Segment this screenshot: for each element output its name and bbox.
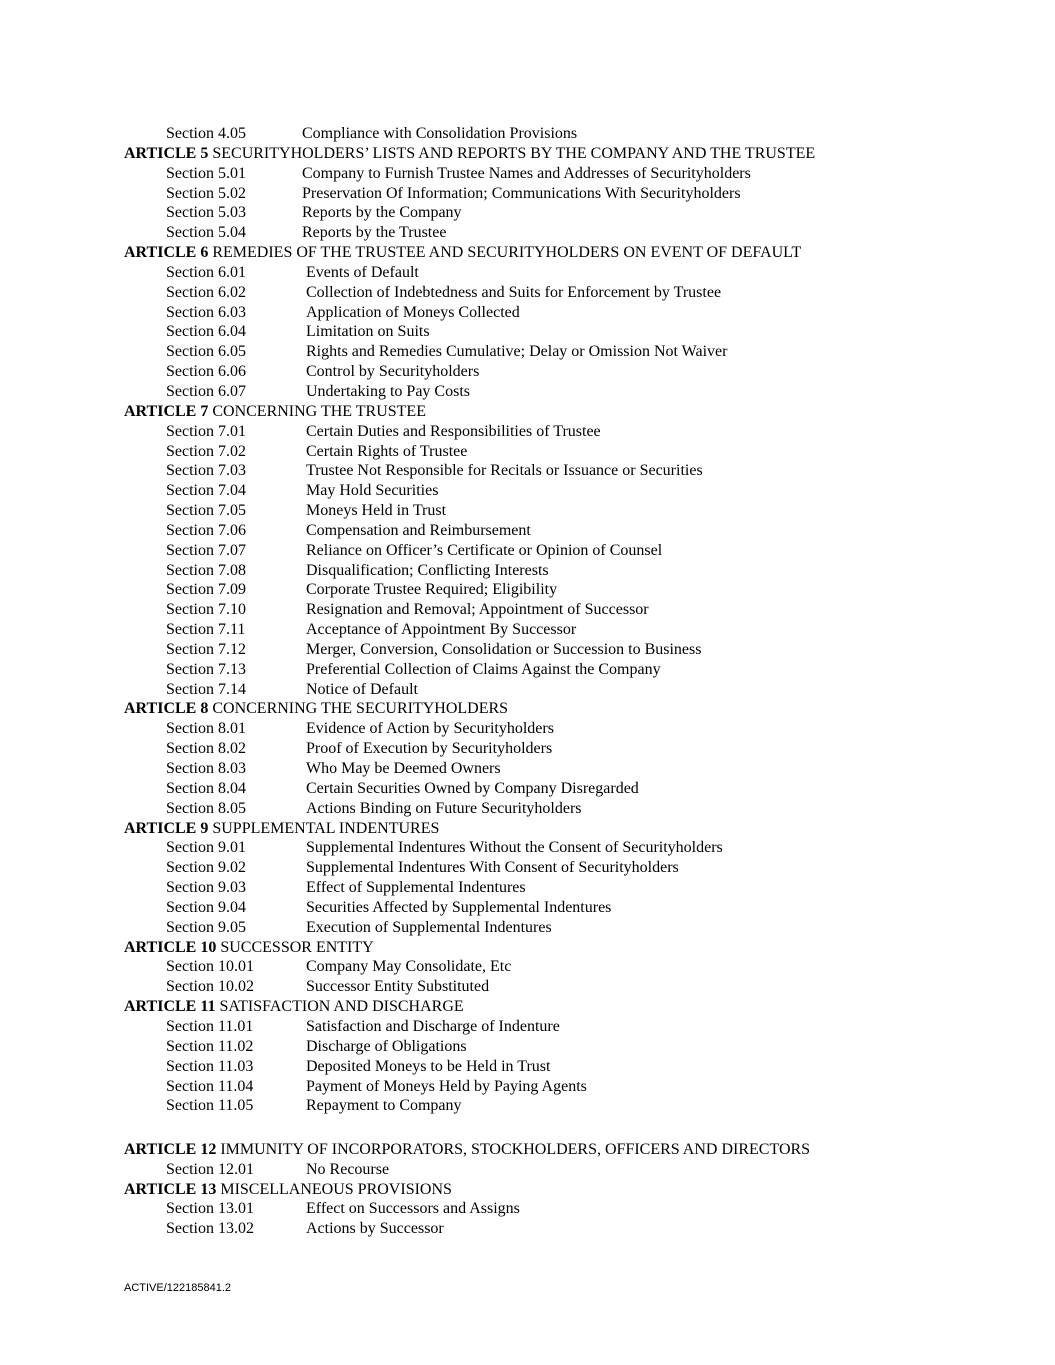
toc-section-entry <box>124 1160 924 1180</box>
section-number: Section 8.04 <box>166 779 246 797</box>
section-title: Actions Binding on Future Securityholders <box>306 799 582 817</box>
section-number: Section 8.03 <box>166 760 246 777</box>
toc-section-entry <box>124 124 924 144</box>
toc-section-entry <box>124 1199 924 1219</box>
toc-section-entry <box>124 600 924 620</box>
section-number: Section 11.04 <box>166 1077 254 1095</box>
toc-section-entry <box>124 164 924 184</box>
section-title: Payment of Moneys Held by Paying Agents <box>306 1077 587 1095</box>
section-title: May Hold Securities <box>306 482 439 500</box>
toc-section-entry <box>124 501 924 521</box>
section-title: Control by Securityholders <box>306 363 480 381</box>
section-title: Rights and Remedies Cumulative; Delay or Omission Not Waiver <box>306 343 728 361</box>
toc-section-entry <box>124 303 924 323</box>
section-title: Notice of Default <box>306 680 418 698</box>
section-title: Company May Consolidate, Etc <box>306 958 512 976</box>
article-label: ARTICLE 10 <box>124 938 217 956</box>
toc-article-heading <box>124 243 924 263</box>
section-title: Preferential Collection of Claims Against the Company <box>306 660 661 678</box>
section-number: Section 7.08 <box>166 561 246 579</box>
toc-section-entry <box>124 858 924 878</box>
section-number: Section 5.02 <box>166 184 246 202</box>
section-number: Section 7.07 <box>166 541 246 559</box>
toc-section-entry <box>124 422 924 442</box>
section-number: Section 11.03 <box>166 1057 254 1075</box>
section-title: Who May be Deemed Owners <box>306 760 501 777</box>
section-number: Section 6.03 <box>166 303 246 321</box>
section-title: Actions by Successor <box>306 1220 444 1238</box>
section-number: Section 11.01 <box>166 1017 254 1035</box>
toc-article-heading <box>124 144 924 164</box>
section-number: Section 9.05 <box>166 918 246 936</box>
document-id-footer: ACTIVE/122185841.2 <box>124 1282 232 1294</box>
toc-section-entry <box>124 322 924 342</box>
section-title: Compensation and Reimbursement <box>306 521 531 539</box>
article-title: IMMUNITY OF INCORPORATORS, STOCKHOLDERS, OFFICERS AND DIRECTORS <box>220 1140 811 1158</box>
toc-section-entry <box>124 620 924 640</box>
toc-section-entry <box>124 362 924 382</box>
toc-section-entry <box>124 838 924 858</box>
section-number: Section 10.01 <box>166 958 254 976</box>
section-number: Section 13.01 <box>166 1200 254 1218</box>
toc-section-entry <box>124 680 924 700</box>
article-title: CONCERNING THE SECURITYHOLDERS <box>212 700 509 718</box>
section-number: Section 9.02 <box>166 859 246 877</box>
section-number: Section 7.03 <box>166 462 246 480</box>
toc-section-entry <box>124 918 924 938</box>
section-number: Section 7.09 <box>166 581 246 599</box>
section-title: Reports by the Trustee <box>302 224 447 242</box>
section-title: Certain Rights of Trustee <box>306 442 468 460</box>
section-title: Preservation Of Information; Communications With Securityholders <box>302 184 741 202</box>
section-title: Supplemental Indentures Without the Consent of Securityholders <box>306 839 723 857</box>
article-label: ARTICLE 12 <box>124 1140 217 1158</box>
article-title: MISCELLANEOUS PROVISIONS <box>220 1180 452 1198</box>
article-title: SUCCESSOR ENTITY <box>220 938 374 956</box>
section-number: Section 9.03 <box>166 879 246 897</box>
toc-section-entry <box>124 342 924 362</box>
toc-article-heading <box>124 699 924 719</box>
section-title: Effect of Supplemental Indentures <box>306 879 526 897</box>
article-label: ARTICLE 13 <box>124 1180 217 1198</box>
section-number: Section 4.05 <box>166 125 246 142</box>
toc-article-heading <box>124 1180 924 1200</box>
toc-section-entry <box>124 799 924 819</box>
toc-section-entry <box>124 1219 924 1239</box>
section-number: Section 7.02 <box>166 442 246 460</box>
toc-article-heading <box>124 1140 924 1160</box>
section-title: Repayment to Company <box>306 1097 462 1115</box>
toc-article-heading <box>124 997 924 1017</box>
toc-section-entry <box>124 541 924 561</box>
article-label: ARTICLE 6 <box>124 244 209 262</box>
section-number: Section 13.02 <box>166 1220 254 1238</box>
section-number: Section 7.14 <box>166 680 246 698</box>
section-number: Section 6.06 <box>166 363 246 381</box>
toc-section-entry <box>124 461 924 481</box>
section-title: Moneys Held in Trust <box>306 502 447 520</box>
toc-section-entry <box>124 283 924 303</box>
toc-article-heading <box>124 402 924 422</box>
section-title: Successor Entity Substituted <box>306 978 490 996</box>
article-label: ARTICLE 5 <box>124 144 209 162</box>
section-title: Disqualification; Conflicting Interests <box>306 561 549 579</box>
article-label: ARTICLE 8 <box>124 700 209 718</box>
toc-section-entry <box>124 382 924 402</box>
section-title: Collection of Indebtedness and Suits for Enforcement by Trustee <box>306 283 722 301</box>
table-of-contents <box>124 124 924 1239</box>
section-title: Limitation on Suits <box>306 323 430 341</box>
section-title: Supplemental Indentures With Consent of Securityholders <box>306 859 679 877</box>
toc-section-entry <box>124 561 924 581</box>
section-title: Evidence of Action by Securityholders <box>306 720 554 738</box>
article-title: SUPPLEMENTAL INDENTURES <box>212 819 440 837</box>
section-title: Certain Securities Owned by Company Disregarded <box>306 779 639 797</box>
section-title: Proof of Execution by Securityholders <box>306 740 553 758</box>
toc-section-entry <box>124 878 924 898</box>
section-number: Section 11.05 <box>166 1097 254 1115</box>
toc-article-heading <box>124 938 924 958</box>
toc-section-entry <box>124 481 924 501</box>
section-number: Section 6.05 <box>166 343 246 361</box>
toc-section-entry <box>124 1057 924 1077</box>
article-title: REMEDIES OF THE TRUSTEE AND SECURITYHOLDERS ON EVENT OF DEFAULT <box>212 244 802 262</box>
article-title: SATISFACTION AND DISCHARGE <box>219 998 464 1016</box>
toc-section-entry <box>124 1017 924 1037</box>
section-number: Section 8.05 <box>166 799 246 817</box>
section-title: Discharge of Obligations <box>306 1037 467 1055</box>
section-number: Section 7.05 <box>166 502 246 520</box>
toc-section-entry <box>124 739 924 759</box>
toc-section-entry <box>124 719 924 739</box>
section-number: Section 5.01 <box>166 164 246 182</box>
section-number: Section 7.13 <box>166 660 246 678</box>
toc-section-entry <box>124 442 924 462</box>
article-title: CONCERNING THE TRUSTEE <box>212 402 426 420</box>
section-title: Events of Default <box>306 263 419 281</box>
toc-section-entry <box>124 640 924 660</box>
section-number: Section 7.12 <box>166 640 246 658</box>
section-title: Satisfaction and Discharge of Indenture <box>306 1017 560 1035</box>
toc-section-entry <box>124 898 924 918</box>
toc-section-entry <box>124 521 924 541</box>
toc-section-entry <box>124 977 924 997</box>
toc-spacer <box>124 1116 924 1140</box>
section-number: Section 8.01 <box>166 720 246 738</box>
toc-section-entry <box>124 660 924 680</box>
toc-section-entry <box>124 223 924 243</box>
section-number: Section 8.02 <box>166 740 246 758</box>
section-number: Section 5.04 <box>166 224 246 242</box>
section-number: Section 10.02 <box>166 978 254 996</box>
toc-section-entry <box>124 184 924 204</box>
toc-section-entry <box>124 779 924 799</box>
section-title: Certain Duties and Responsibilities of Trustee <box>306 422 601 440</box>
section-number: Section 7.04 <box>166 482 246 500</box>
section-title: Corporate Trustee Required; Eligibility <box>306 581 558 599</box>
section-title: Reliance on Officer’s Certificate or Opinion of Counsel <box>306 541 663 559</box>
section-number: Section 11.02 <box>166 1037 254 1055</box>
toc-section-entry <box>124 1077 924 1097</box>
article-label: ARTICLE 11 <box>124 998 216 1016</box>
section-number: Section 7.11 <box>166 621 246 639</box>
article-label: ARTICLE 7 <box>124 402 209 420</box>
section-title: Trustee Not Responsible for Recitals or Issuance or Securities <box>306 462 703 480</box>
section-number: Section 5.03 <box>166 204 246 222</box>
section-number: Section 9.04 <box>166 898 246 916</box>
section-number: Section 6.01 <box>166 263 246 281</box>
section-number: Section 7.01 <box>166 422 246 440</box>
section-number: Section 12.01 <box>166 1160 254 1178</box>
section-number: Section 6.04 <box>166 323 246 341</box>
section-title: Execution of Supplemental Indentures <box>306 918 552 936</box>
toc-section-entry <box>124 957 924 977</box>
toc-article-heading <box>124 819 924 839</box>
section-title: Securities Affected by Supplemental Indentures <box>306 898 612 916</box>
section-title: No Recourse <box>306 1160 390 1178</box>
section-number: Section 6.07 <box>166 382 246 400</box>
section-number: Section 7.06 <box>166 521 246 539</box>
section-title: Application of Moneys Collected <box>306 303 520 321</box>
section-title: Acceptance of Appointment By Successor <box>306 621 577 639</box>
section-title: Reports by the Company <box>302 204 462 222</box>
toc-section-entry <box>124 1096 924 1116</box>
section-title: Effect on Successors and Assigns <box>306 1200 520 1218</box>
toc-section-entry <box>124 203 924 223</box>
section-title: Company to Furnish Trustee Names and Addresses of Securityholders <box>302 164 751 182</box>
section-title: Deposited Moneys to be Held in Trust <box>306 1057 551 1075</box>
section-title: Compliance with Consolidation Provisions <box>302 125 578 142</box>
article-title: SECURITYHOLDERS’ LISTS AND REPORTS BY THE COMPANY AND THE TRUSTEE <box>212 144 816 162</box>
toc-section-entry <box>124 580 924 600</box>
article-label: ARTICLE 9 <box>124 819 209 837</box>
toc-section-entry <box>124 1037 924 1057</box>
section-number: Section 9.01 <box>166 839 246 857</box>
section-title: Resignation and Removal; Appointment of Successor <box>306 601 649 619</box>
section-title: Merger, Conversion, Consolidation or Succession to Business <box>306 640 702 658</box>
section-title: Undertaking to Pay Costs <box>306 382 470 400</box>
section-number: Section 6.02 <box>166 283 246 301</box>
toc-section-entry <box>124 263 924 283</box>
toc-section-entry <box>124 759 924 779</box>
section-number: Section 7.10 <box>166 601 246 619</box>
